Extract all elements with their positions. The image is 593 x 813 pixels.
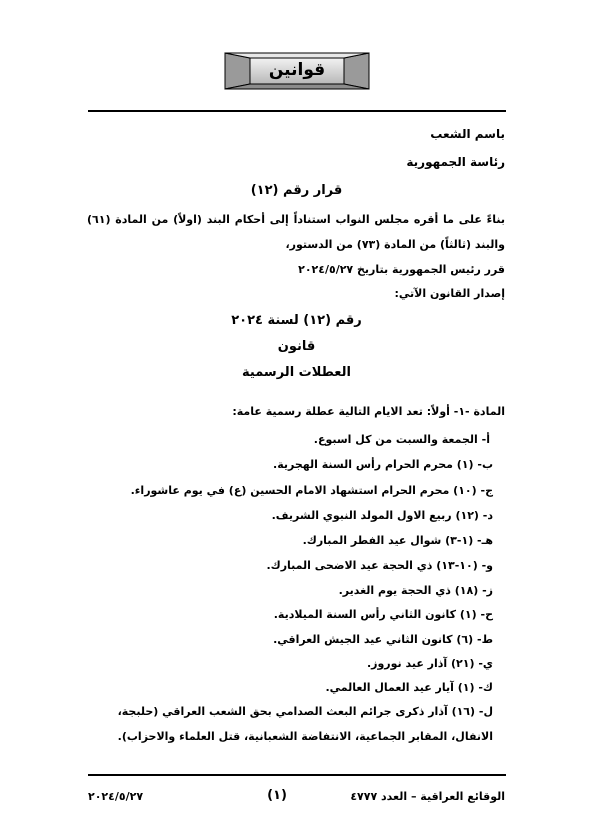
list-item: هـ- (١-٣) شوال عيد الفطر المبارك.	[302, 534, 493, 547]
section-banner	[222, 48, 372, 94]
decree-title: قرار رقم (١٢)	[250, 183, 343, 198]
footer-date: ٢٠٢٤/٥/٢٧	[88, 790, 144, 803]
decree-issuance-line: إصدار القانون الآتي:	[394, 287, 505, 300]
decree-decided-line: قرر رئيس الجمهورية بتاريخ ٢٠٢٤/٥/٢٧	[298, 263, 505, 276]
decree-basis-line-2: والبند (ثالثاً) من المادة (٧٣) من الدستور،	[285, 238, 505, 251]
list-item: ي- (٢١) آذار عيد نوروز.	[366, 657, 493, 670]
list-item: ط- (٦) كانون الثاني عيد الجيش العراقي.	[273, 633, 493, 646]
article-intro: المادة -١- أولاً: تعد الايام التالية عطلة رسمية عامة:	[232, 405, 505, 418]
list-item: ح- (١) كانون الثاني رأس السنة الميلادية.	[273, 608, 493, 621]
law-name: العطلات الرسمية	[242, 365, 351, 380]
list-item: ج- (١٠) محرم الحرام استشهاد الامام الحسين (ع) في يوم عاشوراء.	[130, 484, 493, 497]
list-item: ب- (١) محرم الحرام رأس السنة الهجرية.	[273, 458, 493, 471]
list-item-continuation: الانفال، المقابر الجماعية، الانتفاضة الشعبانية، قتل العلماء والاحزاب).	[117, 730, 493, 743]
list-item: و- (١٠-١٣) ذي الحجة عيد الاضحى المبارك.	[266, 559, 493, 572]
list-item: أ- الجمعة والسبت من كل اسبوع.	[313, 433, 490, 446]
page-number: (١)	[267, 788, 287, 803]
list-item: ز- (١٨) ذي الحجة يوم الغدير.	[338, 584, 493, 597]
list-item: ل- (١٦) آذار ذكرى جرائم البعث الصدامي بحق الشعب العراقي (حلبجة،	[117, 705, 493, 718]
header-divider	[88, 110, 506, 112]
in-the-name-heading: باسم الشعب	[430, 127, 505, 141]
law-number: رقم (١٢) لسنة ٢٠٢٤	[231, 313, 362, 328]
list-item: د- (١٢) ربيع الاول المولد النبوي الشريف.	[271, 509, 493, 522]
footer-divider	[88, 774, 506, 776]
decree-basis-line-1: بناءً على ما أقره مجلس النواب استناداً إلى أحكام البند (اولاً) من المادة (٦١)	[87, 213, 505, 226]
presidency-heading: رئاسة الجمهورية	[406, 155, 505, 169]
law-word: قانون	[277, 339, 316, 354]
list-item: ك- (١) آيار عيد العمال العالمي.	[325, 681, 493, 694]
section-title: قوانين	[268, 60, 326, 80]
gazette-issue: الوقائع العراقية – العدد ٤٧٧٧	[350, 790, 505, 803]
